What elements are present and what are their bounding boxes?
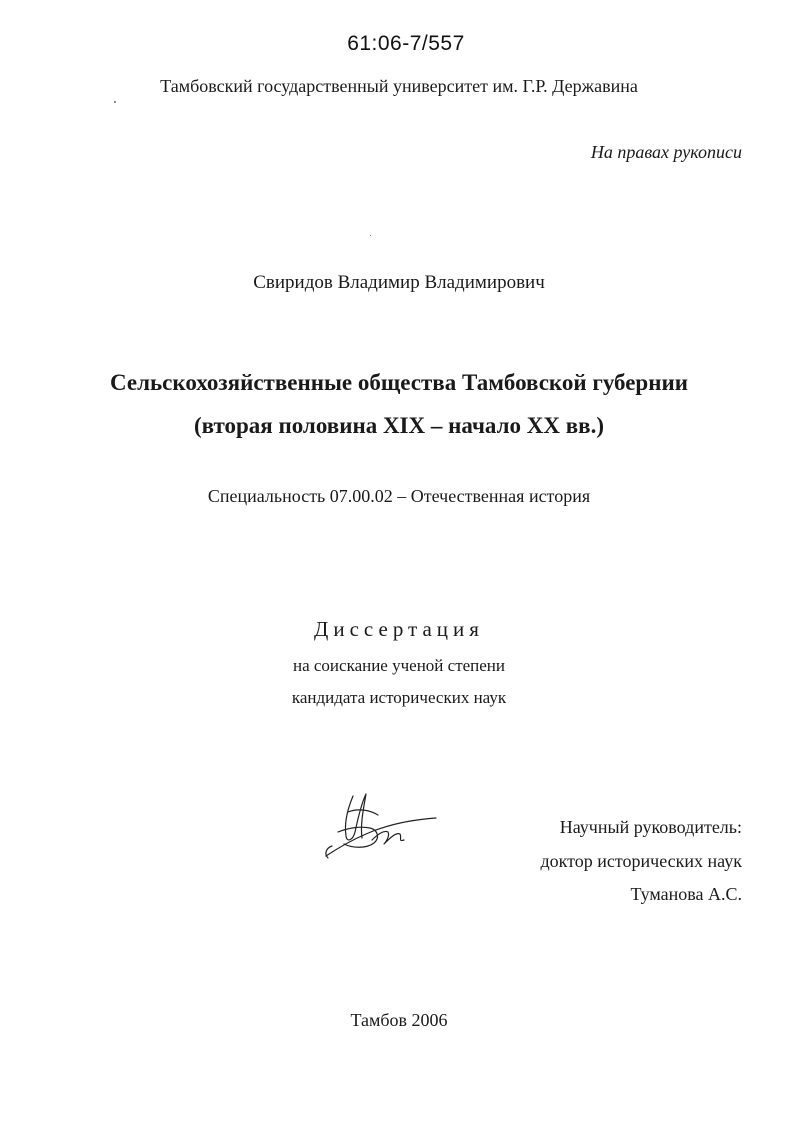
place-year: Тамбов 2006 (350, 1010, 448, 1030)
author-name: Свиридов Владимир Владимирович (253, 272, 545, 293)
specialty: Специальность 07.00.02 – Отечественная история (207, 486, 591, 506)
advisor-title: Научный руководитель: (559, 817, 742, 837)
degree-purpose: на соискание ученой степени (292, 656, 506, 675)
degree-name: кандидата исторических наук (291, 688, 507, 707)
catalog-number: 61:06-7/557 (347, 32, 465, 55)
advisor-name: Туманова А.С. (630, 884, 742, 904)
scan-artifact (114, 101, 116, 103)
handwritten-signature-icon (318, 788, 443, 868)
university-name: Тамбовский государственный университет им. Г.Р. Державина (160, 76, 638, 96)
advisor-degree: доктор исторических наук (540, 851, 742, 871)
work-type: Диссертация (314, 617, 484, 641)
thesis-title-line-1: Сельскохозяйственные общества Тамбовской губернии (110, 370, 688, 395)
manuscript-note: На правах рукописи (590, 142, 742, 162)
scan-artifact (370, 235, 371, 236)
thesis-title-line-2: (вторая половина XIX – начало XX вв.) (194, 413, 604, 438)
